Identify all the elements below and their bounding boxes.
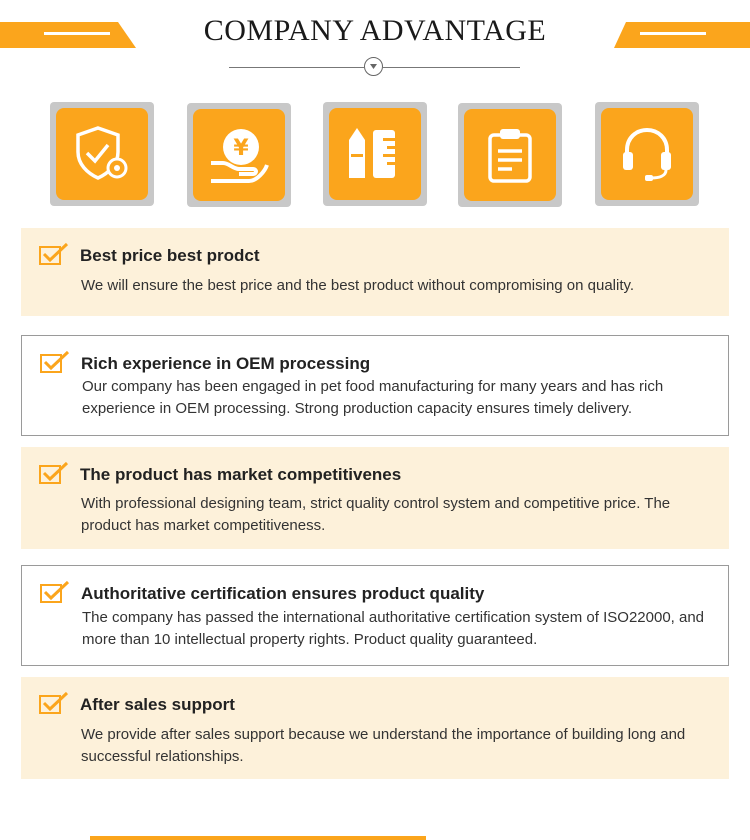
title-divider-right [383, 67, 520, 68]
card-heading: After sales support [80, 695, 235, 714]
advantage-card-price [21, 228, 729, 316]
card-description: Our company has been engaged in pet food manufacturing for many years and has rich experience in OEM processing. Strong production capacity ensures timely delivery. [82, 378, 664, 417]
headset-icon [595, 102, 699, 206]
advantage-card-certification [21, 565, 729, 666]
clipboard-icon [458, 103, 562, 207]
page-title: COMPANY ADVANTAGE [203, 14, 547, 47]
card-heading: Rich experience in OEM processing [81, 354, 371, 373]
card-heading: Authoritative certification ensures product quality [81, 584, 485, 603]
card-description: We provide after sales support because we understand the importance of building long and successful relationships. [81, 726, 686, 765]
checkbox-check-icon [40, 350, 70, 374]
advantage-card-oem [21, 335, 729, 436]
checkbox-check-icon [40, 580, 70, 604]
card-description: With professional designing team, strict quality control system and competitive price. The product has market competitiveness. [81, 495, 671, 534]
shield-gear-icon [50, 102, 154, 206]
card-heading: Best price best prodct [80, 246, 260, 265]
advantage-card-competitiveness [21, 447, 729, 549]
bottom-accent-bar [90, 836, 426, 840]
chevron-down-icon [364, 57, 383, 76]
card-description: The company has passed the international authoritative certification system of ISO22000, and more than 10 intellectual property rights. Product quality guaranteed. [82, 609, 705, 648]
card-description: We will ensure the best price and the best product without compromising on quality. [81, 277, 635, 294]
advantage-card-after-sales [21, 677, 729, 779]
title-divider-left [229, 67, 364, 68]
checkbox-check-icon [39, 691, 69, 715]
checkbox-check-icon [39, 461, 69, 485]
svg-text:¥: ¥ [233, 136, 249, 161]
checkbox-check-icon [39, 242, 69, 266]
pencil-ruler-icon [323, 102, 427, 206]
card-heading: The product has market competitivenes [80, 465, 402, 484]
yen-hand-icon [187, 103, 291, 207]
